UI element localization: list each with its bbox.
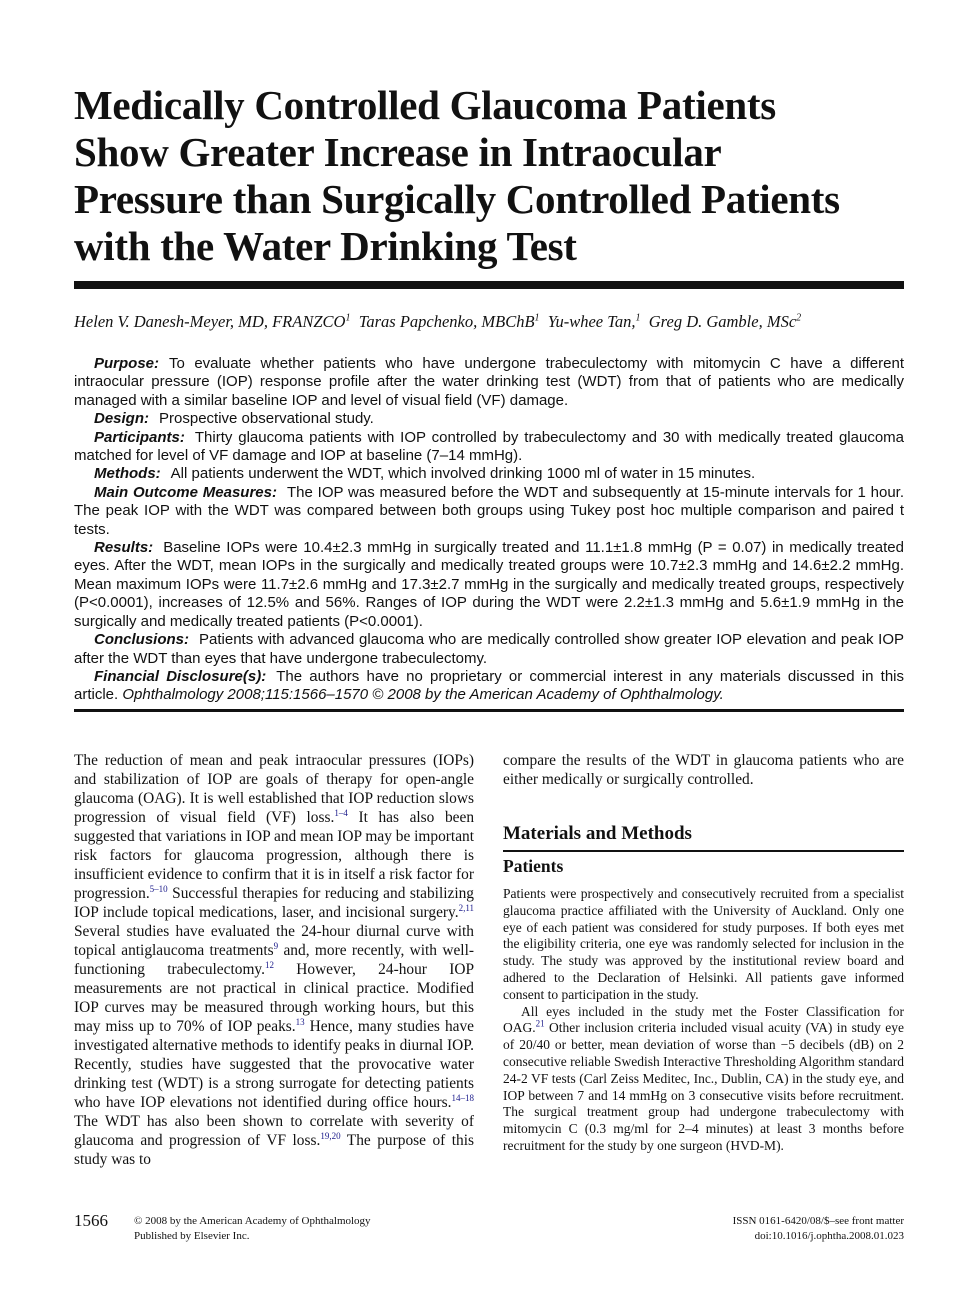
methods-paragraph xyxy=(503,1004,904,1155)
author-affiliation: 1 xyxy=(635,312,641,324)
publisher: Published by Elsevier Inc. xyxy=(134,1230,250,1242)
author-list xyxy=(74,312,904,332)
abstract-label: Methods: xyxy=(94,465,161,483)
author-affiliation: 1 xyxy=(534,312,540,324)
abstract-results xyxy=(74,539,904,631)
body-text: Successful therapies for reducing and stabilizing IOP include topical medications, laser, and incisional surgery. xyxy=(74,885,474,921)
abstract xyxy=(74,355,904,705)
reference-link[interactable]: 12 xyxy=(264,959,274,970)
reference-link[interactable]: 14–18 xyxy=(451,1092,474,1103)
title-divider xyxy=(74,281,904,289)
reference-link[interactable]: 13 xyxy=(295,1016,305,1027)
reference-link[interactable]: 9 xyxy=(273,940,279,951)
abstract-divider xyxy=(74,709,904,712)
abstract-label: Main Outcome Measures: xyxy=(94,483,277,501)
journal-citation: Ophthalmology 2008;115:1566–1570 © 2008 by the American Academy of Ophthalmology. xyxy=(122,686,724,704)
subsection-heading: Patients xyxy=(503,856,564,876)
body-text: It has also been suggested that variations in IOP and mean IOP may be important risk factors for glaucoma progression, although there is insufficient evidence to confirm that it is in itself a risk factor for progression. xyxy=(74,809,475,902)
page-footer xyxy=(74,1211,904,1251)
methods-paragraph: Patients were prospectively and consecutively recruited from a specialist glaucoma practice affiliated with the University of Auckland. Only one eye of each patient was considered for study purposes. If both eyes met the eligibility criteria, one eye was randomly selected for inclusion in the study. The study was approved by the institutional review board and adhered to the Declaration of Helsinki. All patients gave informed consent to participation in the study. xyxy=(503,886,904,1002)
section-divider xyxy=(503,850,904,852)
reference-link[interactable]: 5–10 xyxy=(149,883,168,894)
title-line: Show Greater Increase in Intraocular xyxy=(74,129,722,175)
body-text: All eyes included in the study met the Foster Classification for OAG. xyxy=(503,1003,904,1036)
abstract-text: The authors have no proprietary or commercial interest in any materials discussed in this article. xyxy=(74,667,904,704)
section-heading: Materials and Methods xyxy=(503,823,692,844)
abstract-design xyxy=(74,410,904,428)
abstract-text: To evaluate whether patients who have undergone trabeculectomy with mitomycin C have a different intraocular pressure (IOP) response profile after the water drinking test (WDT) from that of patients who are medically managed with a similar baseline IOP and level of visual field (VF) damage. xyxy=(74,355,904,409)
left-column xyxy=(74,751,474,1169)
abstract-methods xyxy=(74,465,904,483)
body-text: Hence, many studies have investigated alternative methods to identify peaks in diurnal IOP. Recently, studies have suggested that the provocative water drinking test (WDT) is a strong surrogate for detecting patients who have IOP elevations not identified during office hours. xyxy=(74,1018,474,1111)
abstract-text: Thirty glaucoma patients with IOP controlled by trabeculectomy and 30 with medically treated glaucoma matched for level of VF damage and IOP at baseline (7–14 mmHg). xyxy=(74,428,904,465)
body-text: The reduction of mean and peak intraocular pressures (IOPs) and stabilization of IOP are goals of therapy for open-angle glaucoma (OAG). It is well established that IOP reduction slows progression of visual field (VF) loss. xyxy=(74,752,474,826)
author-affiliation: 1 xyxy=(345,312,351,324)
doi[interactable]: doi:10.1016/j.ophtha.2008.01.023 xyxy=(754,1230,904,1242)
abstract-conclusions xyxy=(74,631,904,668)
abstract-participants xyxy=(74,429,904,466)
body-text: The purpose of this study was to xyxy=(74,1132,474,1168)
abstract-label: Results: xyxy=(94,539,154,557)
abstract-label: Design: xyxy=(94,410,150,428)
abstract-text: Patients with advanced glaucoma who are medically controlled show greater IOP elevation and peak IOP after the WDT than eyes that have undergone trabeculectomy. xyxy=(74,631,904,667)
abstract-text: The IOP was measured before the WDT and subsequently at 15-minute intervals for 1 hour. The peak IOP with the WDT was compared between both groups using Tukey post hoc multiple comparison and paired t tests. xyxy=(74,483,905,538)
intro-paragraph xyxy=(74,751,474,1169)
body-text: Several studies have evaluated the 24-hour diurnal curve with topical antiglaucoma treatments xyxy=(74,923,474,959)
author: Taras Papchenko, MBChB xyxy=(358,312,535,331)
right-column xyxy=(503,751,904,1153)
body-text: However, 24-hour IOP measurements are not practical in clinical practice. Modified IOP curves may be measured through working hours, but this may miss up to 70% of IOP peaks. xyxy=(74,961,475,1035)
title-line: with the Water Drinking Test xyxy=(74,223,577,269)
reference-link[interactable]: 21 xyxy=(535,1018,545,1029)
reference-link[interactable]: 1–4 xyxy=(334,807,348,818)
copyright: © 2008 by the American Academy of Ophthalmology xyxy=(134,1215,371,1227)
body-text: The WDT has also been shown to correlate with severity of glaucoma and progression of VF loss. xyxy=(74,1113,474,1149)
title-line: Medically Controlled Glaucoma Patients xyxy=(74,82,776,128)
author: Yu-whee Tan, xyxy=(547,312,636,331)
abstract-text: Prospective observational study. xyxy=(159,410,374,428)
footer-left xyxy=(134,1214,371,1244)
article-title xyxy=(74,82,914,270)
title-line: Pressure than Surgically Controlled Patients xyxy=(74,176,840,222)
body-text: Other inclusion criteria included visual acuity (VA) in study eye of 20/40 or better, mean deviation of worse than −5 decibels (dB) on 2 consecutive reliable Swedish Interactive Thresholding Algorithm standard 24-2 VF tests (Carl Zeiss Meditec, Inc., Dublin, CA) in the study eye, and IOP between 7 and 14 mmHg on 3 consecutive visits before recruitment. The surgical treatment group had undergone trabeculectomy with mitomycin C (0.3 mg/ml for 2–4 minutes) at least 3 months before recruitment for the study by one surgeon (HVD-M). xyxy=(503,1020,904,1153)
abstract-label: Purpose: xyxy=(94,355,160,372)
abstract-text: All patients underwent the WDT, which involved drinking 1000 ml of water in 15 minutes. xyxy=(170,465,756,483)
author: Greg D. Gamble, MSc xyxy=(648,312,797,331)
footer-right xyxy=(733,1214,904,1244)
body-text: and, more recently, with well-functioning trabeculectomy. xyxy=(74,942,474,978)
abstract-disclosure xyxy=(74,668,904,705)
methods-body xyxy=(503,886,904,1155)
reference-link[interactable]: 2,11 xyxy=(458,902,474,913)
intro-continuation: compare the results of the WDT in glaucoma patients who are either medically or surgically controlled. xyxy=(503,752,904,788)
author-affiliation: 2 xyxy=(796,312,802,324)
abstract-label: Participants: xyxy=(94,428,185,446)
issn: ISSN 0161-6420/08/$–see front matter xyxy=(732,1215,904,1227)
abstract-text: Baseline IOPs were 10.4±2.3 mmHg in surgically treated and 11.1±1.8 mmHg (P = 0.07) in medically treated eyes. After the WDT, mean IOPs in the surgically and medically treated groups were 10.7±2.3 mmHg and 14.6±2.2 mmHg. Mean maximum IOPs were 11.7±2.6 mmHg and 17.3±2.7 mmHg in the surgically and medically treated groups, respectively (P<0.0001), increases of 12.5% and 56%. Ranges of IOP during the WDT were 2.2±1.3 mmHg and 5.6±1.9 mmHg in the surgically and medically treated patients (P<0.0001). xyxy=(74,539,904,630)
abstract-label: Conclusions: xyxy=(94,631,190,649)
page-number: 1566 xyxy=(74,1211,108,1230)
abstract-label: Financial Disclosure(s): xyxy=(94,667,267,685)
reference-link[interactable]: 19,20 xyxy=(320,1130,341,1141)
abstract-purpose xyxy=(74,355,904,410)
author: Helen V. Danesh-Meyer, MD, FRANZCO xyxy=(74,312,346,331)
abstract-outcome xyxy=(74,484,904,539)
